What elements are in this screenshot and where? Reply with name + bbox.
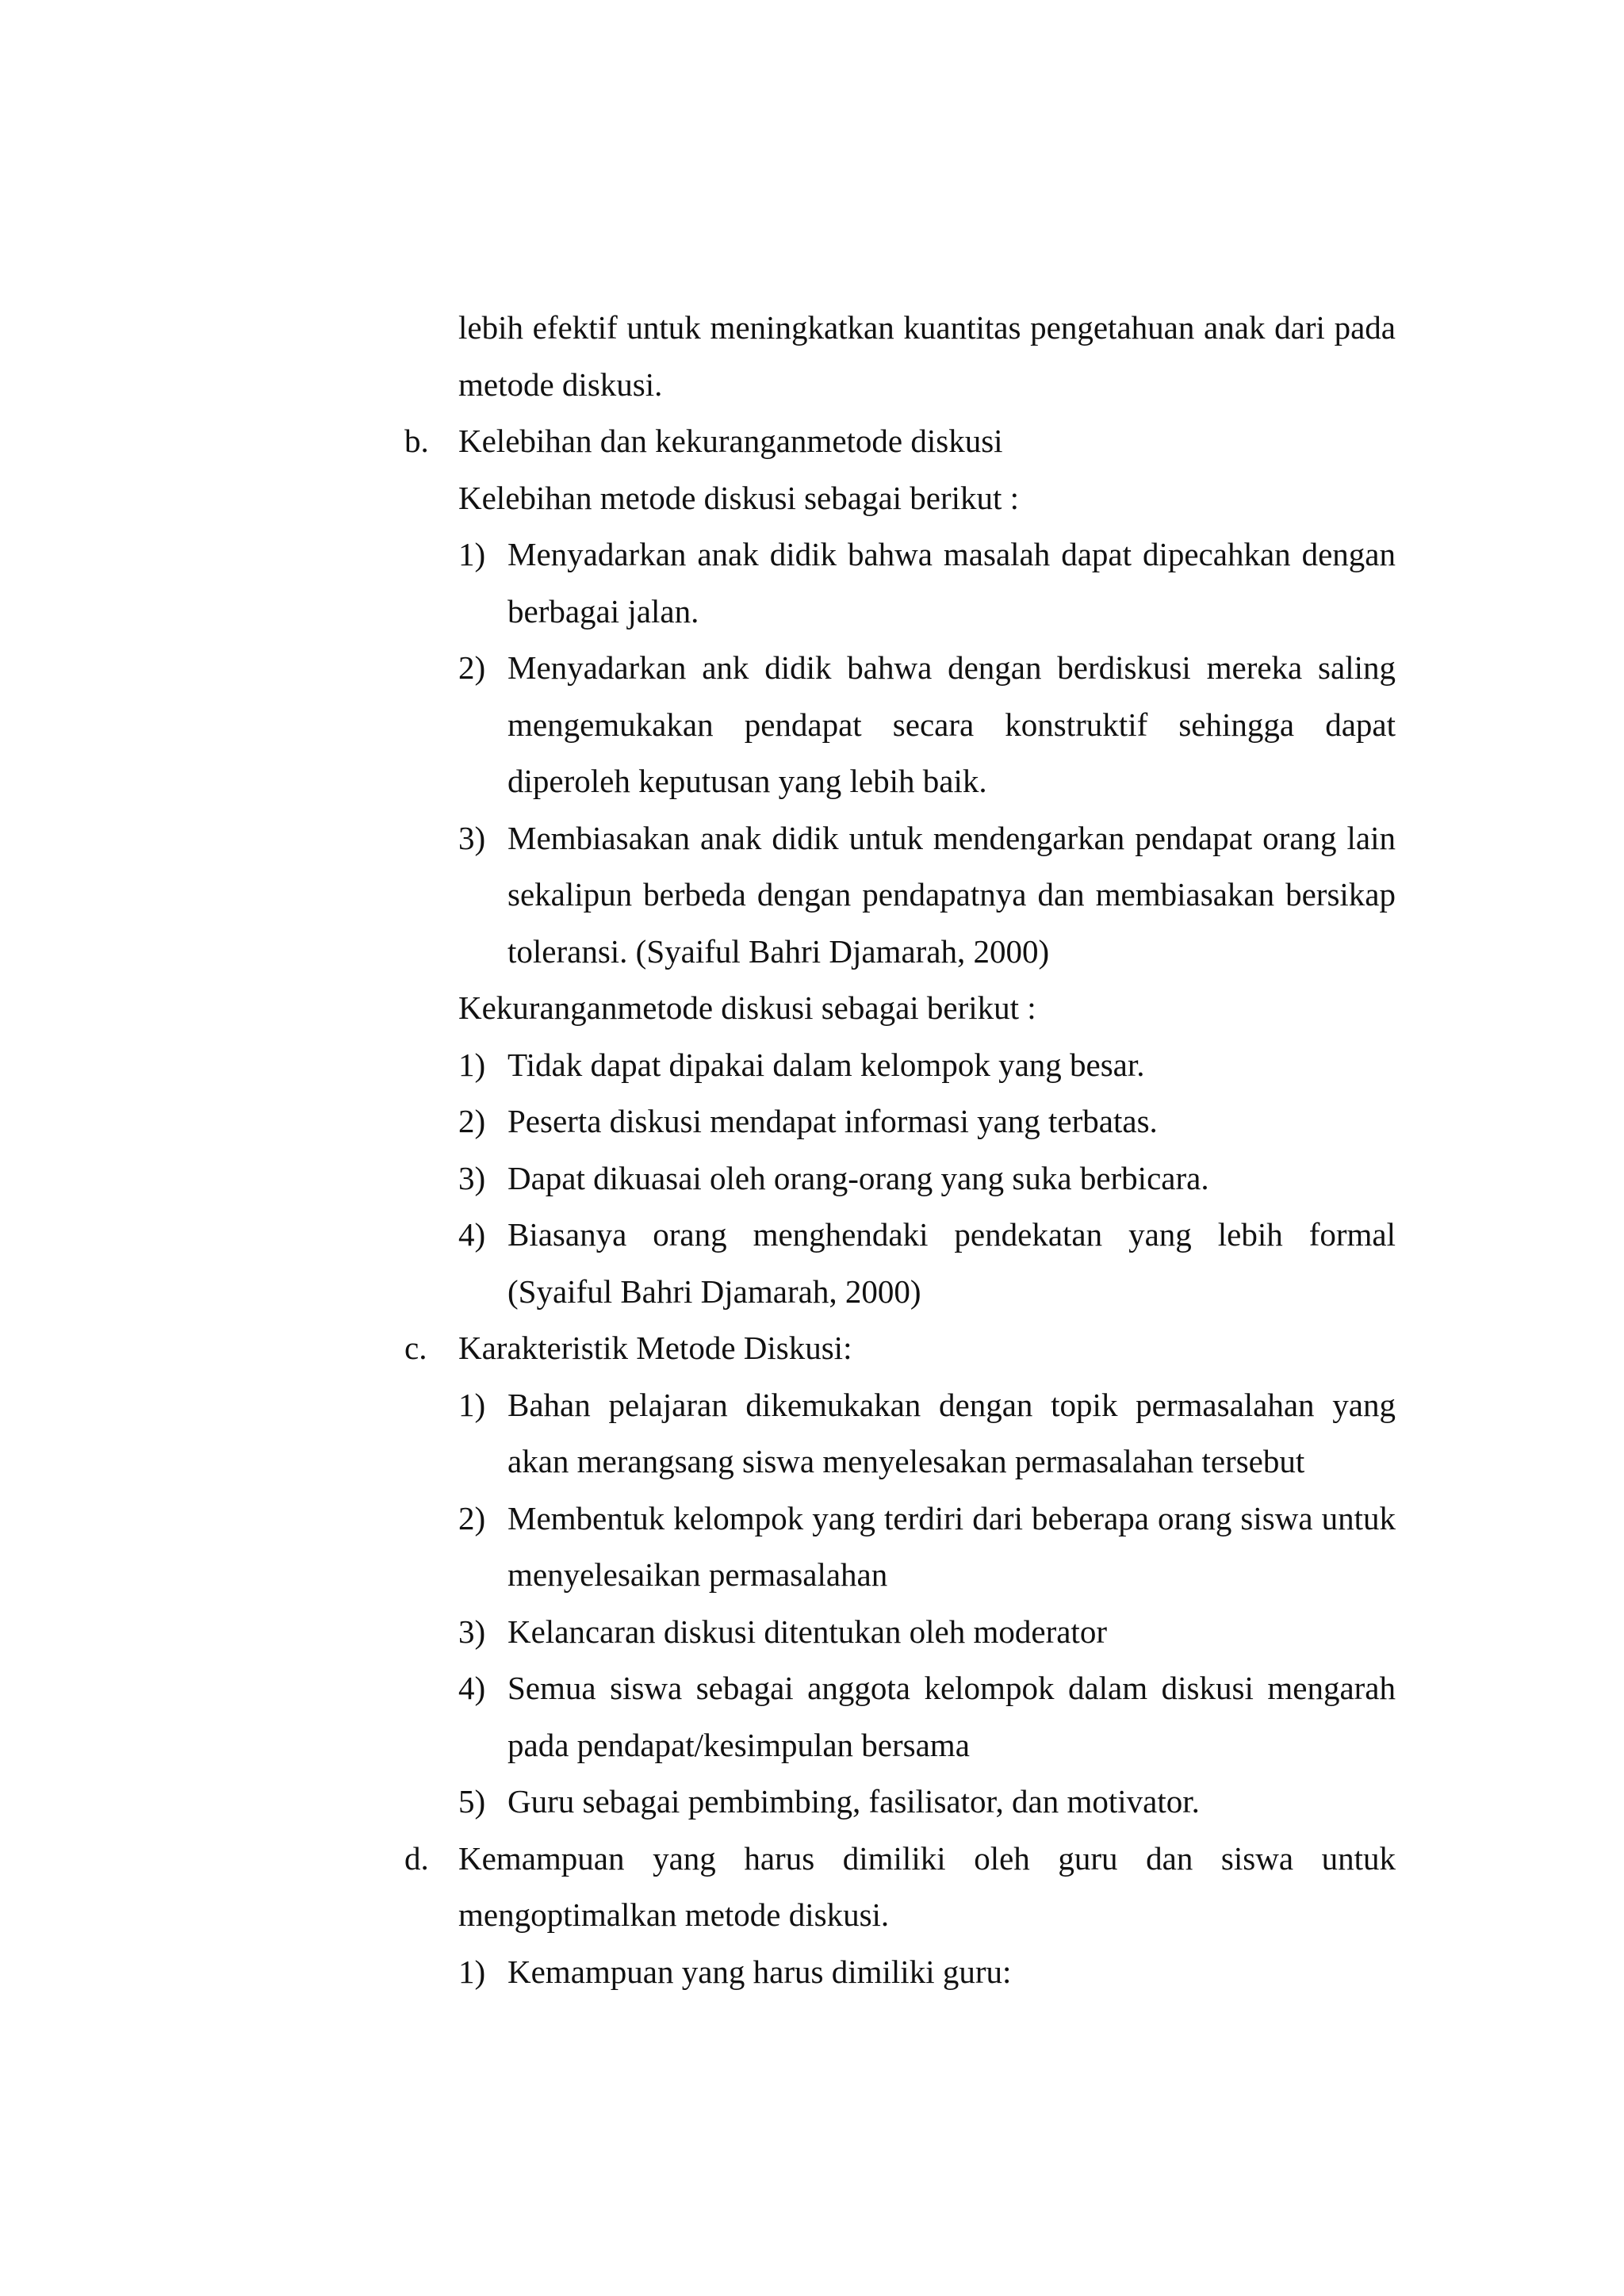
list-item-number: 2) <box>458 1103 486 1139</box>
list-item-text: Peserta diskusi mendapat informasi yang terbatas. <box>508 1103 1158 1139</box>
list-item-number: 1) <box>458 536 486 572</box>
section-label: d. <box>404 1839 429 1877</box>
list-item <box>458 1774 1396 1831</box>
list-item <box>458 1604 1396 1661</box>
list-item <box>458 1660 1396 1774</box>
list-item-text: Biasanya orang menghendaki pendekatan yang lebih formal (Syaiful Bahri Djamarah, 2000) <box>508 1216 1396 1310</box>
list-item-text: Semua siswa sebagai anggota kelompok dalam diskusi mengarah pada pendapat/kesimpulan bersama <box>508 1670 1396 1763</box>
list-item-text: Menyadarkan ank didik bahwa dengan berdiskusi mereka saling mengemukakan pendapat secara konstruktif sehingga dapat diperoleh keputusan yang lebih baik. <box>508 649 1396 799</box>
list-item-number: 4) <box>458 1670 486 1706</box>
list-item <box>458 1037 1396 1094</box>
list-item-text: Menyadarkan anak didik bahwa masalah dapat dipecahkan dengan berbagai jalan. <box>508 536 1396 629</box>
list-item-number: 1) <box>458 1953 486 1990</box>
list-item-number: 1) <box>458 1046 486 1083</box>
abilities-list <box>458 1944 1396 2001</box>
document-body <box>404 300 1396 2000</box>
section-heading: Kemampuan yang harus dimiliki oleh guru dan siswa untuk mengoptimalkan metode diskusi. <box>458 1839 1396 1933</box>
list-item-text: Membiasakan anak didik untuk mendengarkan pendapat orang lain sekalipun berbeda dengan pendapatnya dan membiasakan bersikap toleransi. (Syaiful Bahri Djamarah, 2000) <box>508 819 1396 970</box>
list-item <box>458 1490 1396 1604</box>
list-item <box>458 1377 1396 1490</box>
list-item-number: 2) <box>458 649 486 686</box>
section-body <box>458 1320 1396 1831</box>
advantages-list <box>458 526 1396 980</box>
list-item <box>458 526 1396 640</box>
list-item-number: 1) <box>458 1386 486 1423</box>
section-body <box>458 413 1396 1320</box>
list-item-number: 3) <box>458 1613 486 1650</box>
list-item <box>458 1944 1396 2001</box>
list-item <box>458 640 1396 810</box>
advantages-intro: Kelebihan metode diskusi sebagai berikut : <box>458 479 1020 516</box>
continuation-paragraph: lebih efektif untuk meningkatkan kuantitas pengetahuan anak dari pada metode diskusi. <box>458 309 1396 403</box>
disadvantages-list <box>458 1037 1396 1321</box>
list-item-text: Dapat dikuasai oleh orang-orang yang suka berbicara. <box>508 1159 1209 1196</box>
list-item-text: Membentuk kelompok yang terdiri dari beberapa orang siswa untuk menyelesaikan permasalahan <box>508 1499 1396 1593</box>
list-item-number: 3) <box>458 1159 486 1196</box>
list-item <box>458 1207 1396 1320</box>
section-b <box>404 413 1396 1320</box>
list-item-number: 2) <box>458 1499 486 1536</box>
section-d <box>404 1831 1396 2001</box>
list-item-number: 5) <box>458 1783 486 1820</box>
section-label: c. <box>404 1330 427 1366</box>
section-c <box>404 1320 1396 1831</box>
list-item-number: 3) <box>458 819 486 856</box>
disadvantages-intro: Kekuranganmetode diskusi sebagai berikut : <box>458 989 1036 1026</box>
section-heading: Karakteristik Metode Diskusi: <box>458 1330 852 1366</box>
section-label: b. <box>404 423 429 459</box>
list-item-text: Guru sebagai pembimbing, fasilisator, dan motivator. <box>508 1783 1200 1820</box>
section-body <box>458 1831 1396 2001</box>
list-item-text: Kelancaran diskusi ditentukan oleh moderator <box>508 1613 1107 1650</box>
characteristics-list <box>458 1377 1396 1831</box>
list-item-number: 4) <box>458 1216 486 1253</box>
list-item <box>458 810 1396 981</box>
list-item-text: Tidak dapat dipakai dalam kelompok yang besar. <box>508 1046 1145 1083</box>
section-heading: Kelebihan dan kekuranganmetode diskusi <box>458 423 1003 459</box>
list-item-text: Kemampuan yang harus dimiliki guru: <box>508 1953 1012 1990</box>
list-item-text: Bahan pelajaran dikemukakan dengan topik permasalahan yang akan merangsang siswa menyelesakan permasalahan tersebut <box>508 1386 1396 1479</box>
list-item <box>458 1150 1396 1207</box>
list-item <box>458 1093 1396 1150</box>
